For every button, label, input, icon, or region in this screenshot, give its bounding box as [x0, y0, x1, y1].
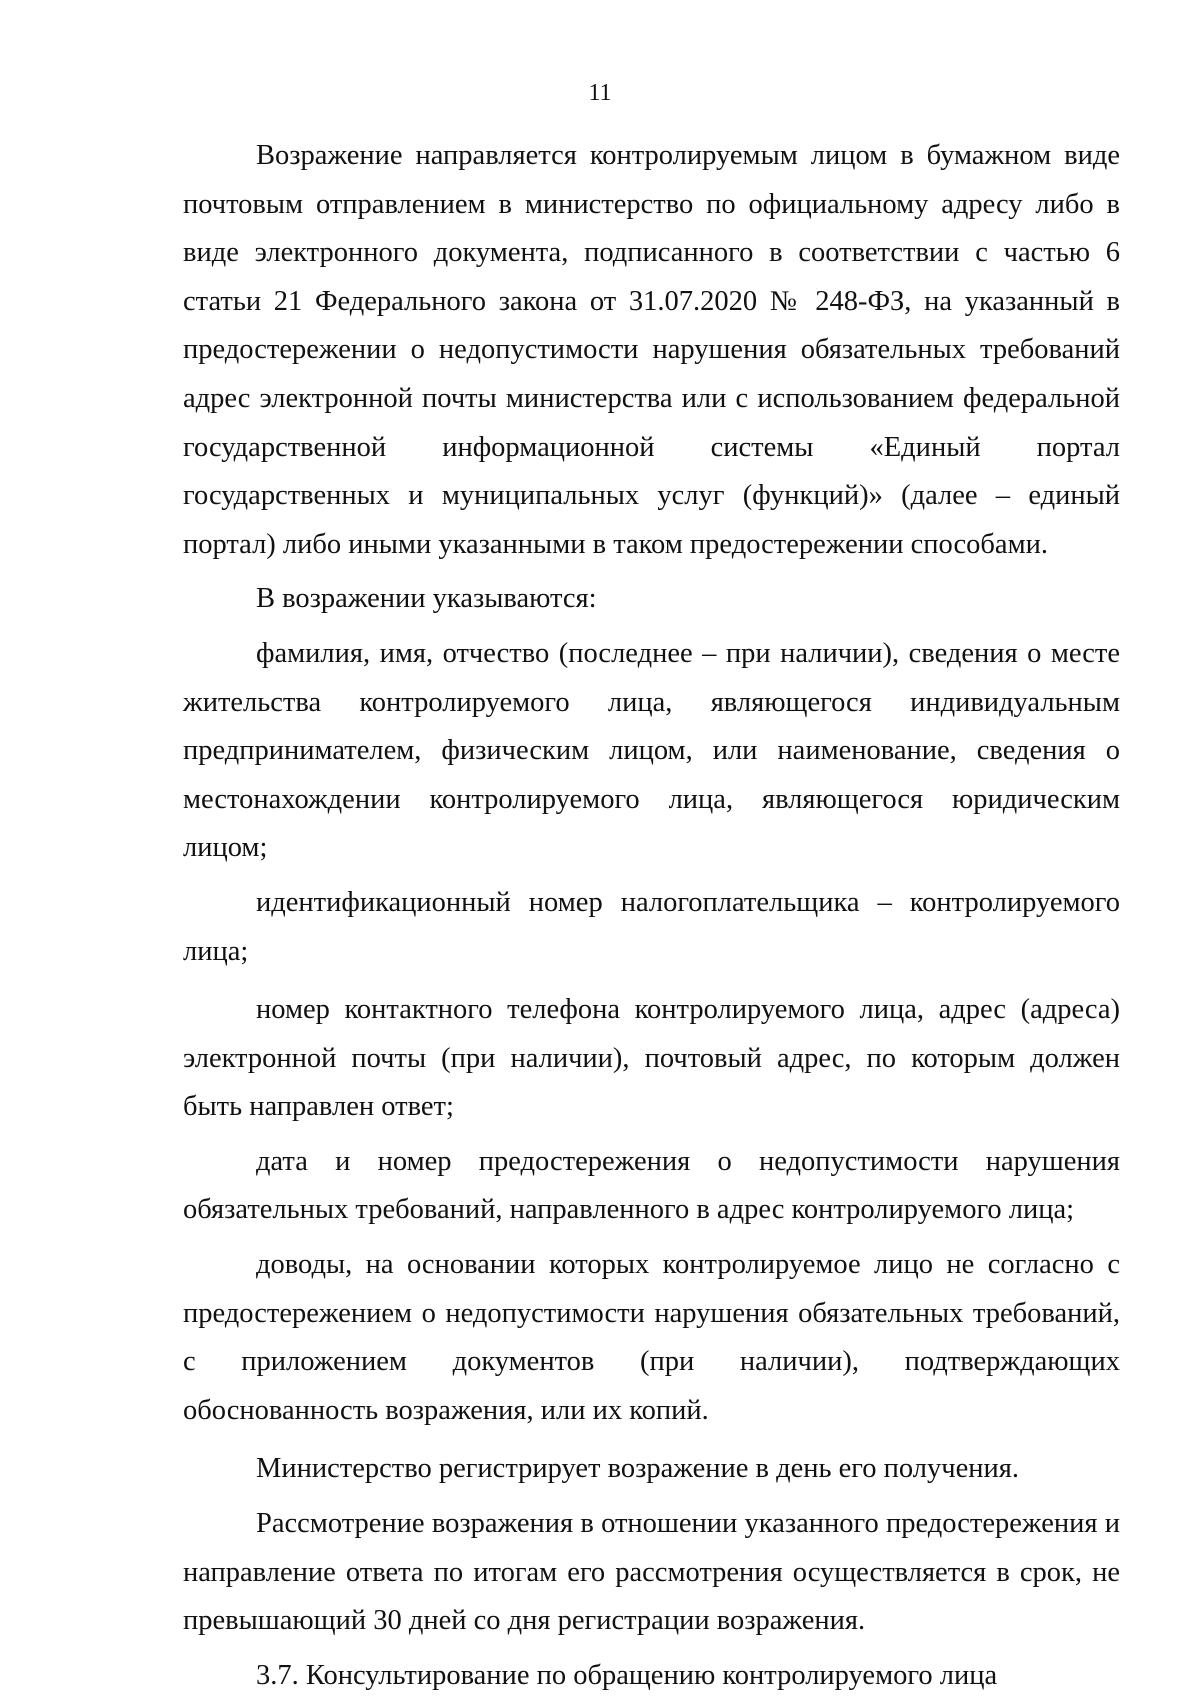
paragraph-registration: Министерство регистрирует возражение в день его получения.	[256, 1453, 1019, 1485]
paragraph-item-arguments: доводы, на основании которых контролируемое лицо не согласно с предостережением о недопустимости нарушения обязательных требований, с приложением документов (при наличии), подтверждающих обоснованность возражения, или их копий.	[183, 1249, 1120, 1426]
paragraph-section-3-7: 3.7. Консультирование по обращению контролируемого лица	[256, 1659, 998, 1691]
paragraph-review-period: Рассмотрение возражения в отношении указанного предостережения и направление ответа по итогам его рассмотрения осуществляется в срок, не превышающий 30 дней со дня регистрации возражения.	[183, 1508, 1120, 1637]
paragraph-objection-submission: Возражение направляется контролируемым лицом в бумажном виде почтовым отправлением в министерство по официальному адресу либо в виде электронного документа, подписанного в соответствии с частью 6 статьи 21 Федерального закона от 31.07.2020 № 248-ФЗ, на указанный в предостережении о недопустимости нарушения обязательных требований адрес электронной почты министерства или с использованием федеральной государственной информационной системы «Единый портал государственных и муниципальных услуг (функций)» (далее – единый портал) либо иными указанными в таком предостережении способами.	[183, 140, 1120, 560]
paragraph-item-warning-date-number: дата и номер предостережения о недопустимости нарушения обязательных требований, направленного в адрес контролируемого лица;	[183, 1145, 1120, 1226]
paragraph-objection-contents-intro: В возражении указываются:	[256, 583, 597, 615]
paragraph-item-name-residence: фамилия, имя, отчество (последнее – при наличии), сведения о месте жительства контролируемого лица, являющегося индивидуальным предпринимателем, физическим лицом, или наименование, сведения о местонахождении контролируемого лица, являющегося юридическим лицом;	[183, 637, 1120, 864]
page-number: 11	[588, 80, 612, 106]
paragraph-item-taxpayer-number: идентификационный номер налогоплательщика – контролируемого лица;	[183, 886, 1120, 967]
document-body	[183, 132, 1120, 1700]
paragraph-item-contacts: номер контактного телефона контролируемого лица, адрес (адреса) электронной почты (при наличии), почтовый адрес, по которым должен быть направлен ответ;	[183, 994, 1120, 1123]
